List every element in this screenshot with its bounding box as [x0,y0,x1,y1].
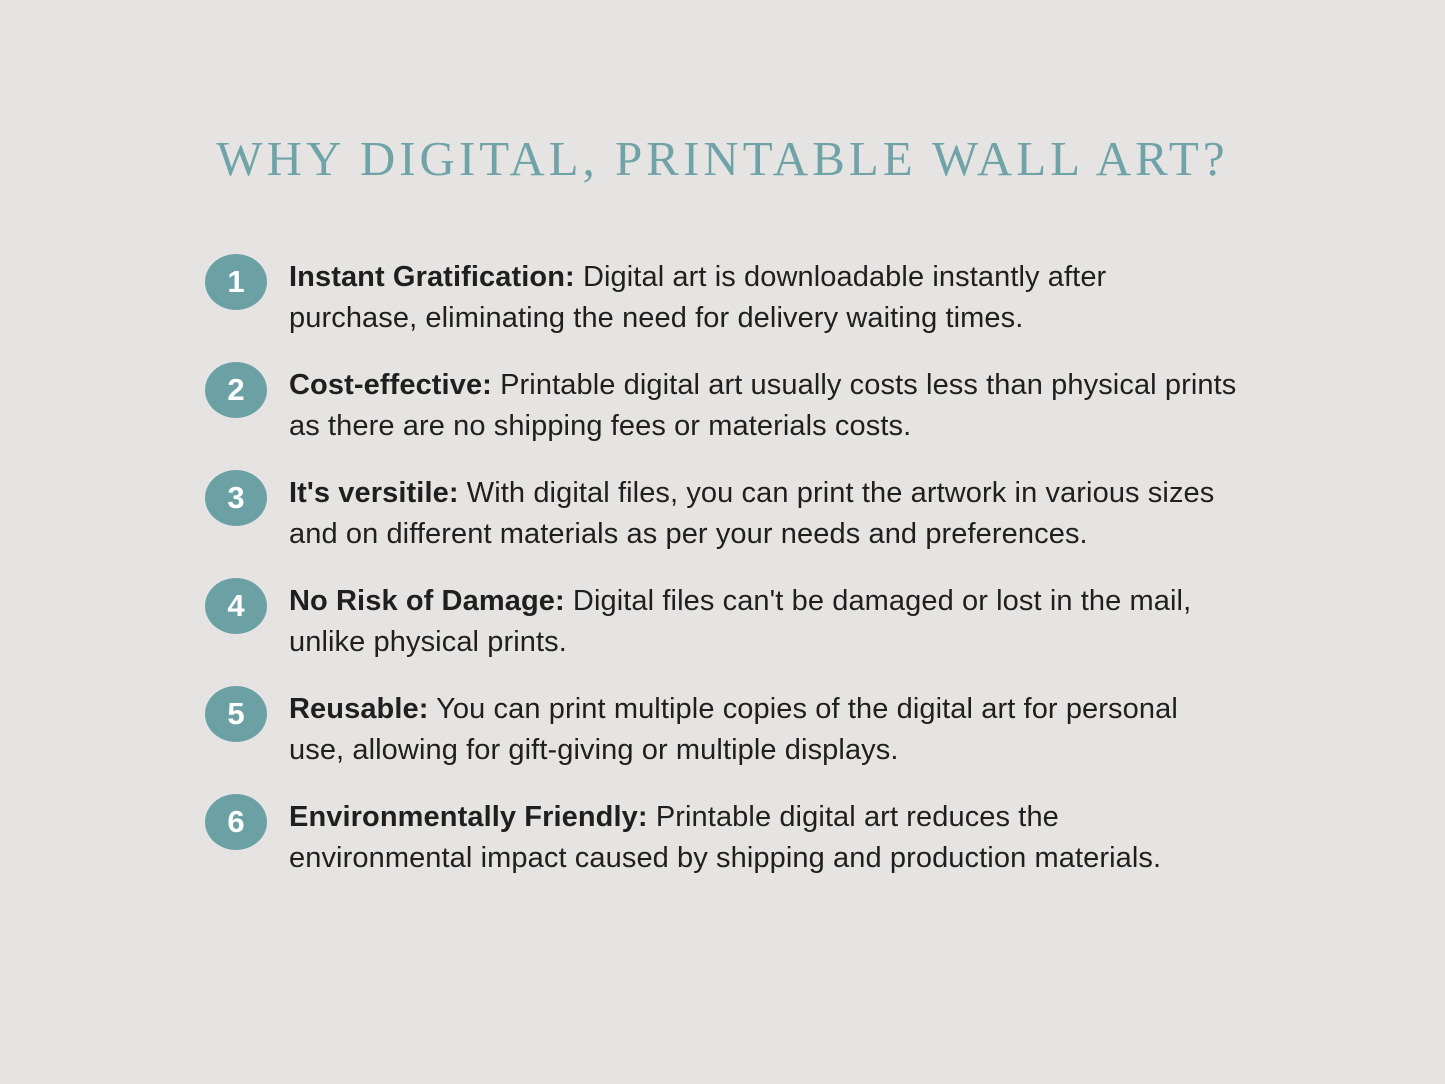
item-lead: No Risk of Damage: [289,585,565,617]
page-title: WHY DIGITAL, PRINTABLE WALL ART? [216,131,1229,186]
item-number-badge: 4 [205,578,267,634]
item-number-badge: 2 [205,362,267,418]
list-item [205,797,1245,879]
item-text [289,473,1239,555]
item-body: Printable digital art usually costs less than physical prints as there are no shipping fees or materials costs. [289,369,1237,442]
list-item [205,473,1245,555]
item-number-badge: 5 [205,686,267,742]
item-lead: Instant Gratification: [289,261,575,293]
item-lead: It's versitile: [289,477,459,509]
item-text [289,257,1239,339]
item-body: You can print multiple copies of the digital art for personal use, allowing for gift-giving or multiple displays. [289,693,1178,766]
item-text [289,365,1239,447]
item-number-badge: 1 [205,254,267,310]
item-text [289,689,1239,771]
item-text [289,581,1239,663]
item-lead: Cost-effective: [289,369,492,401]
item-lead: Reusable: [289,693,429,725]
item-body: Digital files can't be damaged or lost in the mail, unlike physical prints. [289,585,1192,658]
item-lead: Environmentally Friendly: [289,801,648,833]
poster-canvas [0,130,1445,1084]
item-body: Printable digital art reduces the environmental impact caused by shipping and production materials. [289,801,1162,874]
item-text [289,797,1239,879]
item-body: Digital art is downloadable instantly after purchase, eliminating the need for delivery waiting times. [289,261,1107,334]
list-item [205,365,1245,447]
item-number-badge: 6 [205,794,267,850]
item-number-badge: 3 [205,470,267,526]
list-item [205,581,1245,663]
benefits-list [205,257,1245,879]
list-item [205,257,1245,339]
item-body: With digital files, you can print the artwork in various sizes and on different materials as per your needs and preferences. [289,477,1215,550]
list-item [205,689,1245,771]
